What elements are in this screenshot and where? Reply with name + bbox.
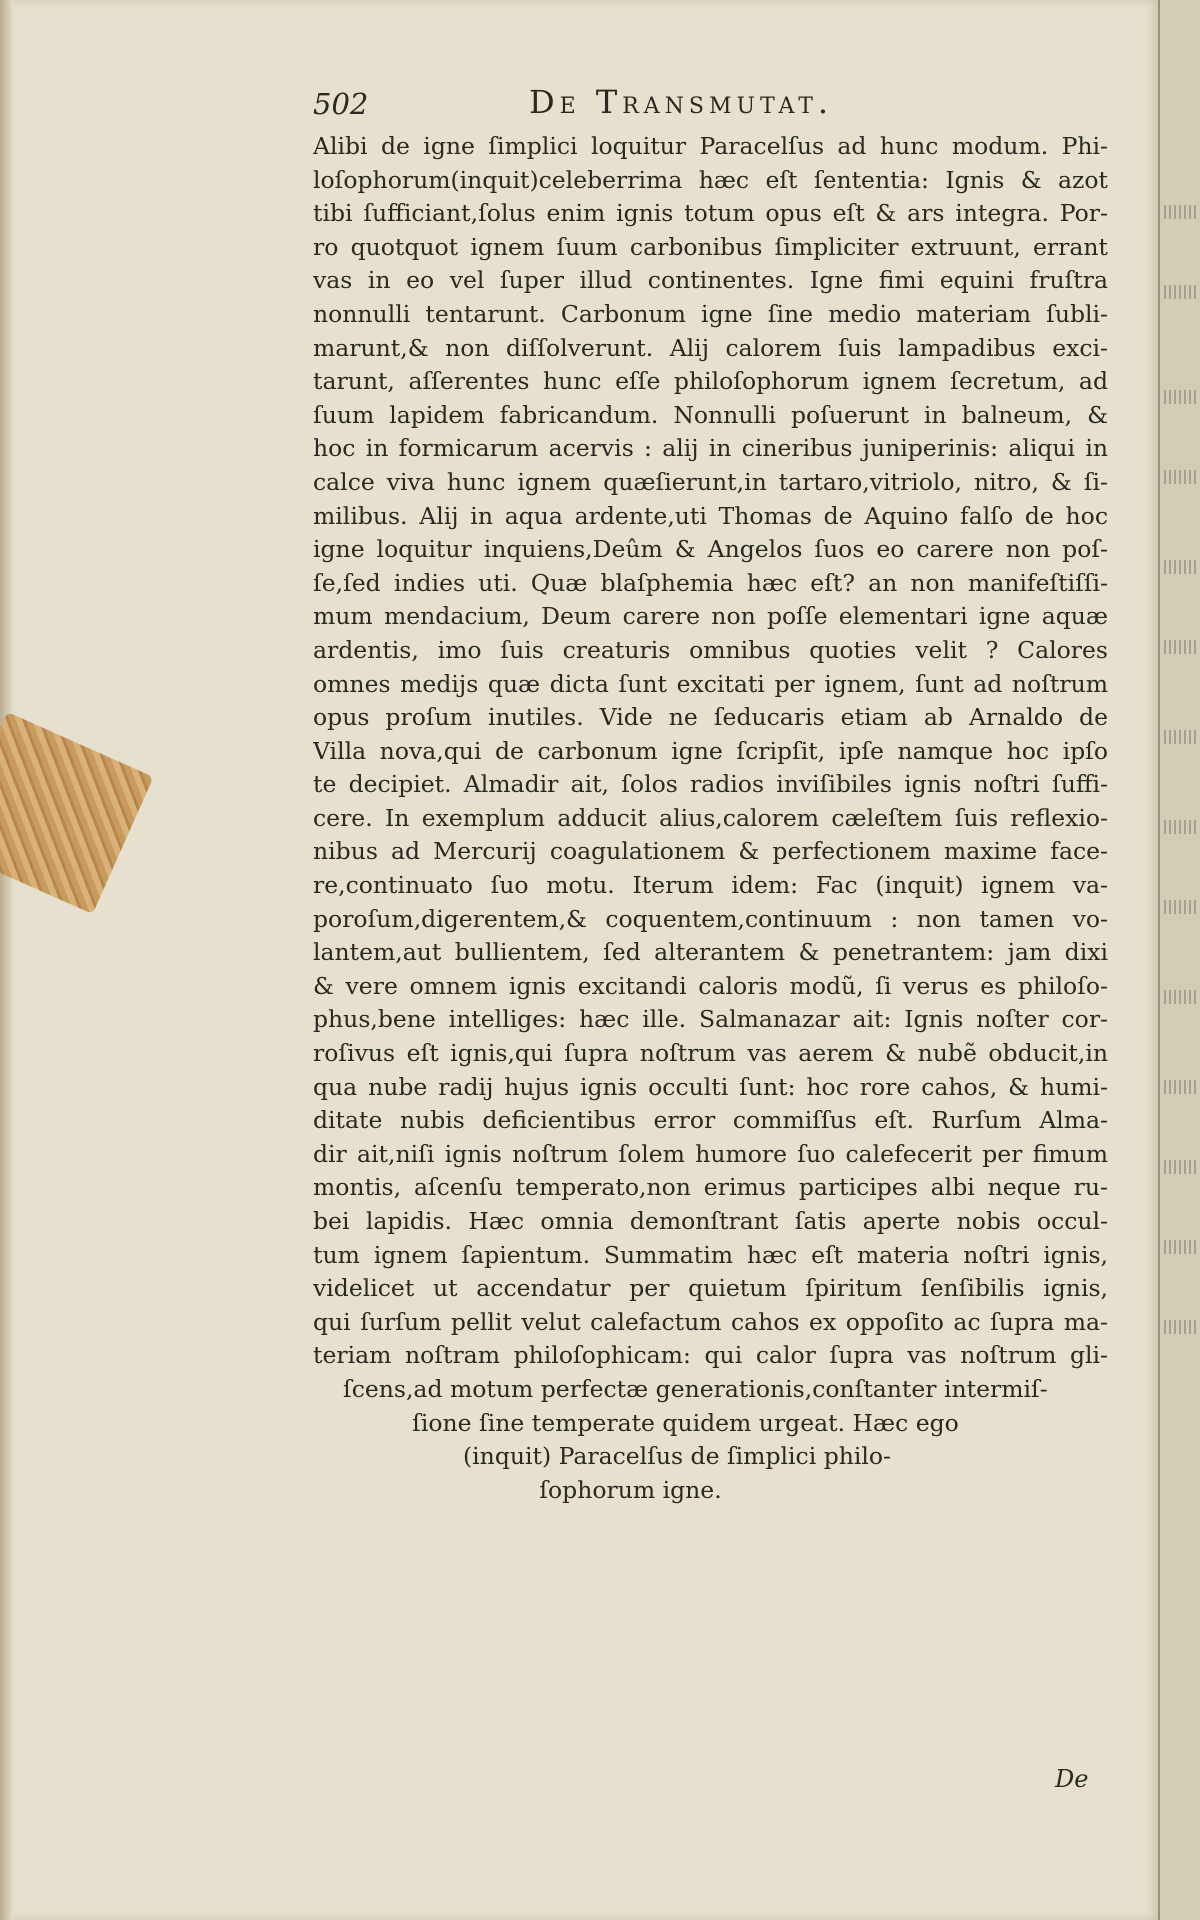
bleed-through-text bbox=[1164, 390, 1198, 404]
text-line: cere. In exemplum adducit alius,calorem cæleſtem ſuis reflexio- bbox=[313, 803, 1108, 832]
main-text bbox=[313, 130, 1108, 1507]
text-line: opus proſum inutiles. Vide ne ſeducaris etiam ab Arnaldo de bbox=[313, 703, 1108, 732]
text-line: nibus ad Mercurij coagulationem & perfectionem maxime face- bbox=[313, 837, 1108, 866]
page-gutter bbox=[0, 0, 14, 1920]
text-line: omnes medijs quæ dicta ſunt excitati per ignem, ſunt ad noſtrum bbox=[313, 669, 1108, 698]
page-number: 502 bbox=[313, 87, 369, 121]
text-line: qua nube radij hujus ignis occulti ſunt: hoc rore cahos, & humi- bbox=[313, 1072, 1108, 1101]
text-line: Alibi de igne ſimplici loquitur Paracelſus ad hunc modum. Phi- bbox=[313, 132, 1108, 160]
next-page-edge bbox=[1158, 0, 1200, 1920]
text-line: re,continuato ſuo motu. Iterum idem: Fac (inquit) ignem va- bbox=[313, 871, 1108, 900]
text-line: ſophorum igne. bbox=[539, 1475, 722, 1504]
text-line: ſe,ſed indies uti. Quæ blaſphemia hæc eſt? an non manifeſtiſſi- bbox=[313, 568, 1108, 597]
text-line: dir ait,niſi ignis noſtrum ſolem humore ſuo calefecerit per fimum bbox=[313, 1139, 1108, 1168]
text-line: ſione ſine temperate quidem urgeat. Hæc ego bbox=[412, 1408, 959, 1437]
bleed-through-text bbox=[1164, 285, 1198, 299]
catchword: De bbox=[1055, 1765, 1089, 1793]
text-line: igne loquitur inquiens,Deûm & Angelos ſuos eo carere non poſ- bbox=[313, 535, 1108, 564]
text-line: qui ſurſum pellit velut calefactum cahos ex oppoſito ac ſupra ma- bbox=[313, 1307, 1108, 1336]
text-line: bei lapidis. Hæc omnia demonſtrant ſatis aperte nobis occul- bbox=[313, 1207, 1108, 1235]
text-line: & vere omnem ignis excitandi caloris modũ, ſi verus es philoſo- bbox=[313, 971, 1108, 1000]
text-line: roſivus eſt ignis,qui ſupra noſtrum vas aerem & nubẽ obducit,in bbox=[313, 1039, 1108, 1068]
text-line: milibus. Alij in aqua ardente,uti Thomas de Aquino falſo de hoc bbox=[313, 501, 1108, 530]
text-line: te decipiet. Almadir ait, ſolos radios inviſibiles ignis noſtri ſuffi- bbox=[313, 770, 1108, 799]
text-line: (inquit) Paracelſus de ſimplici philo- bbox=[463, 1442, 891, 1471]
text-line: phus,bene intelliges: hæc ille. Salmanazar ait: Ignis noſter cor- bbox=[313, 1005, 1108, 1034]
bleed-through-text bbox=[1164, 640, 1198, 654]
bleed-through-text bbox=[1164, 990, 1198, 1004]
text-line: marunt,& non diſſolverunt. Alij calorem ſuis lampadibus exci- bbox=[313, 333, 1108, 362]
bleed-through-text bbox=[1164, 820, 1198, 834]
text-line: loſophorum(inquit)celeberrima hæc eſt ſententia: Ignis & azot bbox=[313, 165, 1108, 194]
bleed-through-text bbox=[1164, 730, 1198, 744]
text-line: ditate nubis deficientibus error commiſſus eſt. Rurſum Alma- bbox=[313, 1106, 1108, 1135]
text-line: nonnulli tentarunt. Carbonum igne ſine medio materiam ſubli- bbox=[313, 299, 1108, 328]
running-title: De Transmutat. bbox=[529, 83, 834, 121]
text-line: ſcens,ad motum perfectæ generationis,conſtanter intermiſ- bbox=[343, 1374, 1048, 1403]
text-line: videlicet ut accendatur per quietum ſpiritum ſenſibilis ignis, bbox=[313, 1274, 1108, 1303]
text-line: lantem,aut bullientem, ſed alterantem & penetrantem: jam dixi bbox=[313, 938, 1108, 967]
text-line: tarunt, aſſerentes hunc eſſe philoſophorum ignem ſecretum, ad bbox=[313, 367, 1108, 396]
bleed-through-text bbox=[1164, 900, 1198, 914]
bleed-through-text bbox=[1164, 1240, 1198, 1254]
text-line: hoc in formicarum acervis : alij in cineribus juniperinis: aliqui in bbox=[313, 434, 1108, 463]
bleed-through-text bbox=[1164, 1080, 1198, 1094]
page-header bbox=[313, 83, 913, 123]
text-line: teriam noſtram philoſophicam: qui calor ſupra vas noſtrum gli- bbox=[313, 1341, 1108, 1370]
text-line: calce viva hunc ignem quæſierunt,in tartaro,vitriolo, nitro, & ſi- bbox=[313, 467, 1108, 496]
text-line: Villa nova,qui de carbonum igne ſcripſit, ipſe namque hoc ipſo bbox=[313, 736, 1108, 765]
bleed-through-text bbox=[1164, 1160, 1198, 1174]
text-line: vas in eo vel ſuper illud continentes. Igne fimi equini fruſtra bbox=[313, 266, 1108, 295]
text-line: ardentis, imo ſuis creaturis omnibus quoties velit ? Calores bbox=[313, 635, 1108, 664]
text-line: ſuum lapidem fabricandum. Nonnulli poſuerunt in balneum, & bbox=[313, 400, 1108, 429]
text-line: mum mendacium, Deum carere non poſſe elementari igne aquæ bbox=[313, 602, 1108, 631]
text-line: tum ignem ſapientum. Summatim hæc eſt materia noſtri ignis, bbox=[313, 1240, 1108, 1269]
bleed-through-text bbox=[1164, 470, 1198, 484]
text-line: ro quotquot ignem ſuum carbonibus ſimpliciter extruunt, errant bbox=[313, 232, 1108, 261]
text-line: poroſum,digerentem,& coquentem,continuum : non tamen vo- bbox=[313, 904, 1108, 933]
bleed-through-text bbox=[1164, 205, 1198, 219]
text-line: tibi ſufficiant,ſolus enim ignis totum opus eſt & ars integra. Por- bbox=[313, 199, 1108, 228]
bleed-through-text bbox=[1164, 560, 1198, 574]
text-line: montis, aſcenſu temperato,non erimus participes albi neque ru- bbox=[313, 1173, 1108, 1202]
bleed-through-text bbox=[1164, 1320, 1198, 1334]
